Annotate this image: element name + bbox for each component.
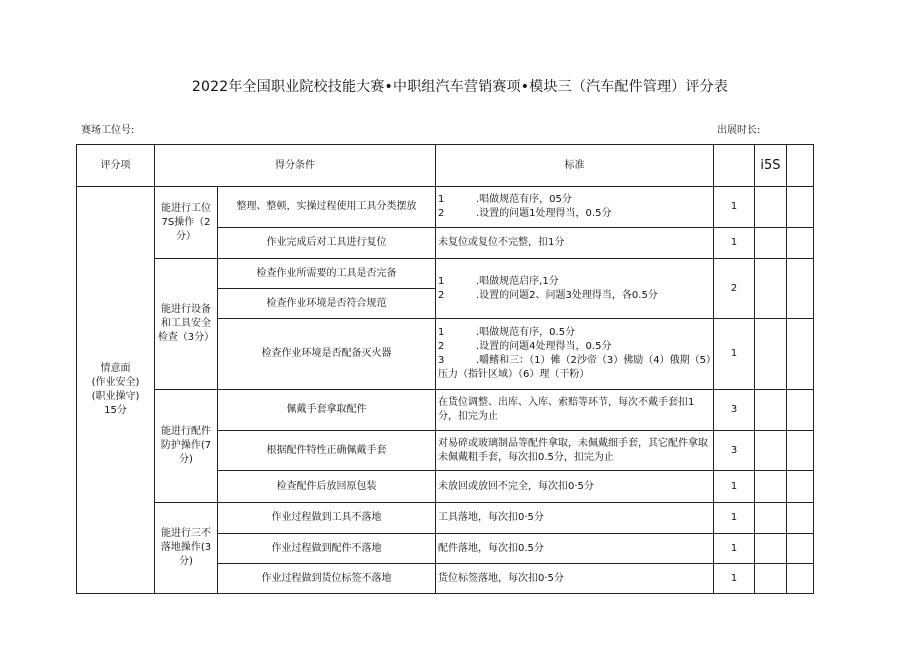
standard-cell: 货位标签落地，每次扣0·5分 <box>436 564 714 594</box>
table-row <box>77 390 814 431</box>
score-cell: 1 <box>714 534 755 564</box>
header-i5s: i5S <box>755 145 787 187</box>
condition-cell: 佩戴手套拿取配件 <box>218 390 436 431</box>
standard-cell: 工具落地，每次扣0·5分 <box>436 503 714 534</box>
condition-cell: 作业过程做到工具不落地 <box>218 503 436 534</box>
condition-cell: 作业完成后对工具进行复位 <box>218 228 436 259</box>
score-cell: 1 <box>714 471 755 503</box>
group-cell: 能进行配件防护操作(7分) <box>155 390 218 503</box>
station-number-label: 赛场工位号: <box>81 125 135 136</box>
category-cell: 情意面 (作业安全) (职业操守) 15分 <box>77 187 155 594</box>
score-cell: 1 <box>714 503 755 534</box>
score-cell: 1 <box>714 228 755 259</box>
table-row <box>77 259 814 289</box>
duration-label: 出展时长: <box>717 125 761 136</box>
header-blank-2 <box>787 145 814 187</box>
table-row <box>77 187 814 228</box>
standard-cell: 1 .唱做规范启序,1分 2 .设置的问题2、问题3处理得当，各0.5分 <box>436 259 714 319</box>
group-cell: 能进行三不落地操作(3分) <box>155 503 218 594</box>
score-cell: 2 <box>714 259 755 319</box>
group-cell: 能进行设备和工具安全检查（3分） <box>155 259 218 390</box>
standard-cell: 1 .唱做规范有序，05分 2 .设置的问题1处理得当，0.5分 <box>436 187 714 228</box>
header-blank <box>714 145 755 187</box>
condition-cell: 检查作业环境是否符合规范 <box>218 289 436 319</box>
standard-cell: 1 .唱做规范有序，0.5分 2 .设置的问题4处理得当，0.5分 3 .嚼鳍和三：（1）傩（2沙帝（3）佛励（4）俄期（5）压力（指针区域）（6）理（干粉） <box>436 319 714 390</box>
score-cell: 3 <box>714 390 755 431</box>
standard-cell: 未复位或复位不完整，扣1分 <box>436 228 714 259</box>
standard-cell: 在货位调整、出库、入库、索赔等环节，每次不戴手套扣1分，扣完为止 <box>436 390 714 431</box>
scoring-table <box>76 144 814 594</box>
table-row <box>77 503 814 534</box>
score-cell: 1 <box>714 319 755 390</box>
page-title: 2022年全国职业院校技能大赛•中职组汽车营销赛项•模块三（汽车配件管理）评分表 <box>191 79 729 95</box>
standard-cell: 对易碎或玻璃制品等配件拿取，未佩戴细手套，其它配件拿取未佩戴粗手套，每次扣0.5分，扣完为止 <box>436 431 714 471</box>
group-cell: 能进行工位7S操作（2分） <box>155 187 218 259</box>
score-cell: 3 <box>714 431 755 471</box>
condition-cell: 检查配件后放回原包装 <box>218 471 436 503</box>
condition-cell: 整理、整顿，实操过程使用工具分类摆放 <box>218 187 436 228</box>
header-row <box>77 145 814 187</box>
score-cell: 1 <box>714 187 755 228</box>
condition-cell: 检查作业所需要的工具是否完备 <box>218 259 436 289</box>
header-standard: 标准 <box>436 145 714 187</box>
condition-cell: 作业过程做到配件不落地 <box>218 534 436 564</box>
header-condition: 得分条件 <box>155 145 436 187</box>
condition-cell: 作业过程做到货位标签不落地 <box>218 564 436 594</box>
condition-cell: 检查作业环境是否配备灭火器 <box>218 319 436 390</box>
score-cell: 1 <box>714 564 755 594</box>
header-item: 评分项 <box>77 145 155 187</box>
condition-cell: 根据配件特性正确佩戴手套 <box>218 431 436 471</box>
standard-cell: 配件落地，每次扣0.5分 <box>436 534 714 564</box>
standard-cell: 未放回或放回不完全，每次扣0·5分 <box>436 471 714 503</box>
